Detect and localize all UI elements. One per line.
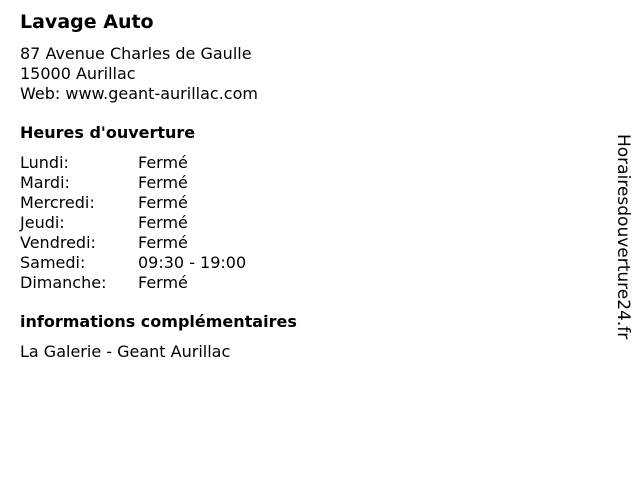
hours-row-saturday [20, 253, 580, 273]
hours-day-label: Jeudi: [20, 213, 65, 232]
hours-row-thursday [20, 213, 580, 233]
hours-row-monday [20, 153, 580, 173]
hours-day-label: Dimanche: [20, 273, 107, 292]
hours-day-label: Samedi: [20, 253, 86, 272]
business-name: Lavage Auto [20, 11, 154, 33]
additional-info-heading: informations complémentaires [20, 312, 297, 331]
hours-row-tuesday [20, 173, 580, 193]
hours-value: Fermé [138, 273, 188, 292]
business-card [20, 9, 580, 362]
hours-day-label: Mardi: [20, 173, 70, 192]
hours-value: Fermé [138, 233, 188, 252]
hours-value: Fermé [138, 193, 188, 212]
business-address [20, 44, 580, 104]
hours-row-wednesday [20, 193, 580, 213]
website-line: Web: www.geant-aurillac.com [20, 84, 258, 103]
hours-value: Fermé [138, 153, 188, 172]
hours-value: Fermé [138, 213, 188, 232]
hours-day-label: Vendredi: [20, 233, 96, 252]
hours-row-friday [20, 233, 580, 253]
hours-day-label: Mercredi: [20, 193, 95, 212]
hours-day-label: Lundi: [20, 153, 69, 172]
additional-info-text: La Galerie - Geant Aurillac [20, 342, 231, 361]
hours-value: 09:30 - 19:00 [138, 253, 247, 272]
opening-hours-heading: Heures d'ouverture [20, 123, 196, 142]
hours-value: Fermé [138, 173, 188, 192]
site-watermark [611, 134, 635, 344]
opening-hours-table [20, 153, 580, 293]
address-street: 87 Avenue Charles de Gaulle [20, 44, 252, 63]
watermark-text: Horairesdouverture24.fr [613, 134, 633, 340]
hours-row-sunday [20, 273, 580, 293]
address-city: 15000 Aurillac [20, 64, 136, 83]
